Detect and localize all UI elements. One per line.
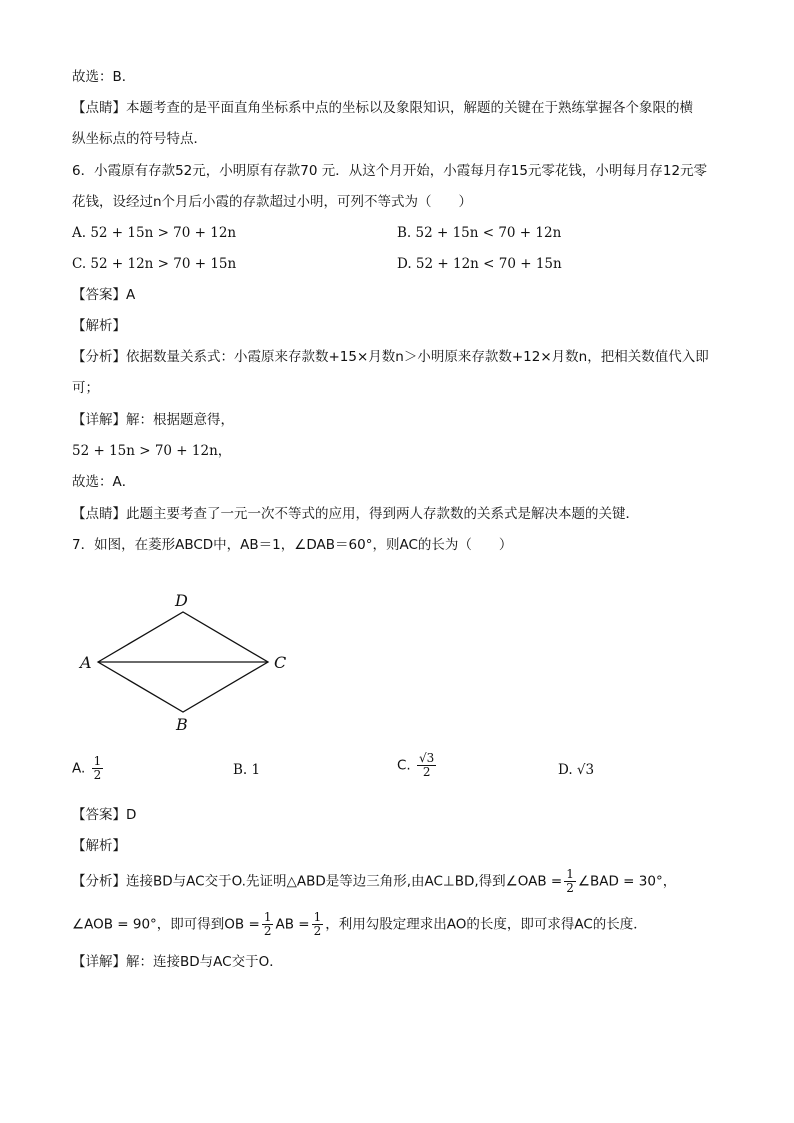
fraction-one-half (92, 755, 104, 782)
analysis-7-text-3: ∠AOB = 90°，即可得到OB = (72, 916, 260, 933)
fraction-numerator: 1 (93, 754, 102, 768)
option-7a-label: A. (72, 760, 86, 777)
option-7b: B. 1 (233, 762, 261, 778)
analysis-heading-7: 【解析】 (72, 838, 126, 854)
solution-6: 【详解】解：根据题意得， (72, 412, 234, 428)
answer-6: 【答案】A (72, 287, 136, 303)
option-7c-label: C. (397, 757, 411, 774)
comment-line-2: 纵坐标点的符号特点． (72, 131, 207, 147)
label-d: D (175, 591, 188, 610)
option-7c (397, 752, 438, 779)
option-6a: A. 52 + 15n > 70 + 12n (72, 225, 237, 241)
option-6c: C. 52 + 12n > 70 + 15n (72, 256, 237, 272)
analysis-7-line-2 (72, 911, 647, 938)
question-6-line-2: 花钱，设经过n个月后小霞的存款超过小明，可列不等式为（ ） (72, 194, 473, 210)
fraction-denominator: 2 (313, 924, 322, 938)
fraction-one-half (262, 911, 274, 938)
fraction-denominator: 2 (263, 924, 272, 938)
comment-line-1: 【点睛】本题考查的是平面直角坐标系中点的坐标以及象限知识，解题的关键在于熟练掌握各个象限的横 (72, 100, 693, 116)
analysis-6-line-2: 可； (72, 380, 99, 396)
fraction-numerator: 1 (263, 910, 272, 924)
choice-6: 故选：A． (72, 474, 136, 490)
line-choice-b: 故选：B． (72, 69, 136, 85)
analysis-7-text-1: 【分析】连接BD与AC交于O.先证明△ABD是等边三角形,由AC⊥BD,得到∠OAB = (72, 873, 563, 890)
equation-6: 52 + 15n > 70 + 12n， (72, 443, 232, 459)
comment-6: 【点睛】此题主要考查了一元一次不等式的应用，得到两人存款数的关系式是解决本题的关键． (72, 506, 639, 522)
analysis-6-line-1: 【分析】依据数量关系式：小霞原来存款数+15×月数n＞小明原来存款数+12×月数n，把相关数值代入即 (72, 349, 709, 365)
fraction-numerator: √3 (419, 751, 435, 765)
question-6-line-1: 6．小霞原有存款52元，小明原有存款70 元．从这个月开始，小霞每月存15元零花钱，小明每月存12元零 (72, 163, 708, 179)
analysis-7-line-1 (72, 868, 676, 895)
fraction-root3-over-2 (417, 752, 436, 779)
answer-7: 【答案】D (72, 807, 137, 823)
rhombus-diagram (70, 588, 300, 738)
question-7: 7．如图，在菱形ABCD中，AB＝1，∠DAB＝60°，则AC的长为（ ） (72, 537, 513, 553)
label-c: C (274, 653, 287, 672)
analysis-7-text-5: ，利用勾股定理求出AO的长度，即可求得AC的长度． (325, 916, 647, 933)
solution-7: 【详解】解：连接BD与AC交于O． (72, 954, 283, 970)
fraction-numerator: 1 (566, 867, 574, 881)
fraction-numerator: 1 (313, 910, 322, 924)
fraction-denominator: 2 (93, 768, 102, 782)
analysis-7-text-4: AB = (275, 916, 310, 933)
fraction-denominator: 2 (566, 881, 574, 895)
option-7d: D. √3 (558, 762, 595, 778)
label-a: A (80, 653, 92, 672)
analysis-7-text-2: ∠BAD = 30°， (577, 873, 677, 890)
option-7a (72, 755, 105, 782)
fraction-one-half (564, 868, 576, 895)
fraction-denominator: 2 (422, 765, 431, 779)
analysis-heading-6: 【解析】 (72, 318, 126, 334)
fraction-one-half (312, 911, 324, 938)
label-b: B (176, 715, 188, 734)
option-6d: D. 52 + 12n < 70 + 15n (397, 256, 562, 272)
option-6b: B. 52 + 15n < 70 + 12n (397, 225, 562, 241)
